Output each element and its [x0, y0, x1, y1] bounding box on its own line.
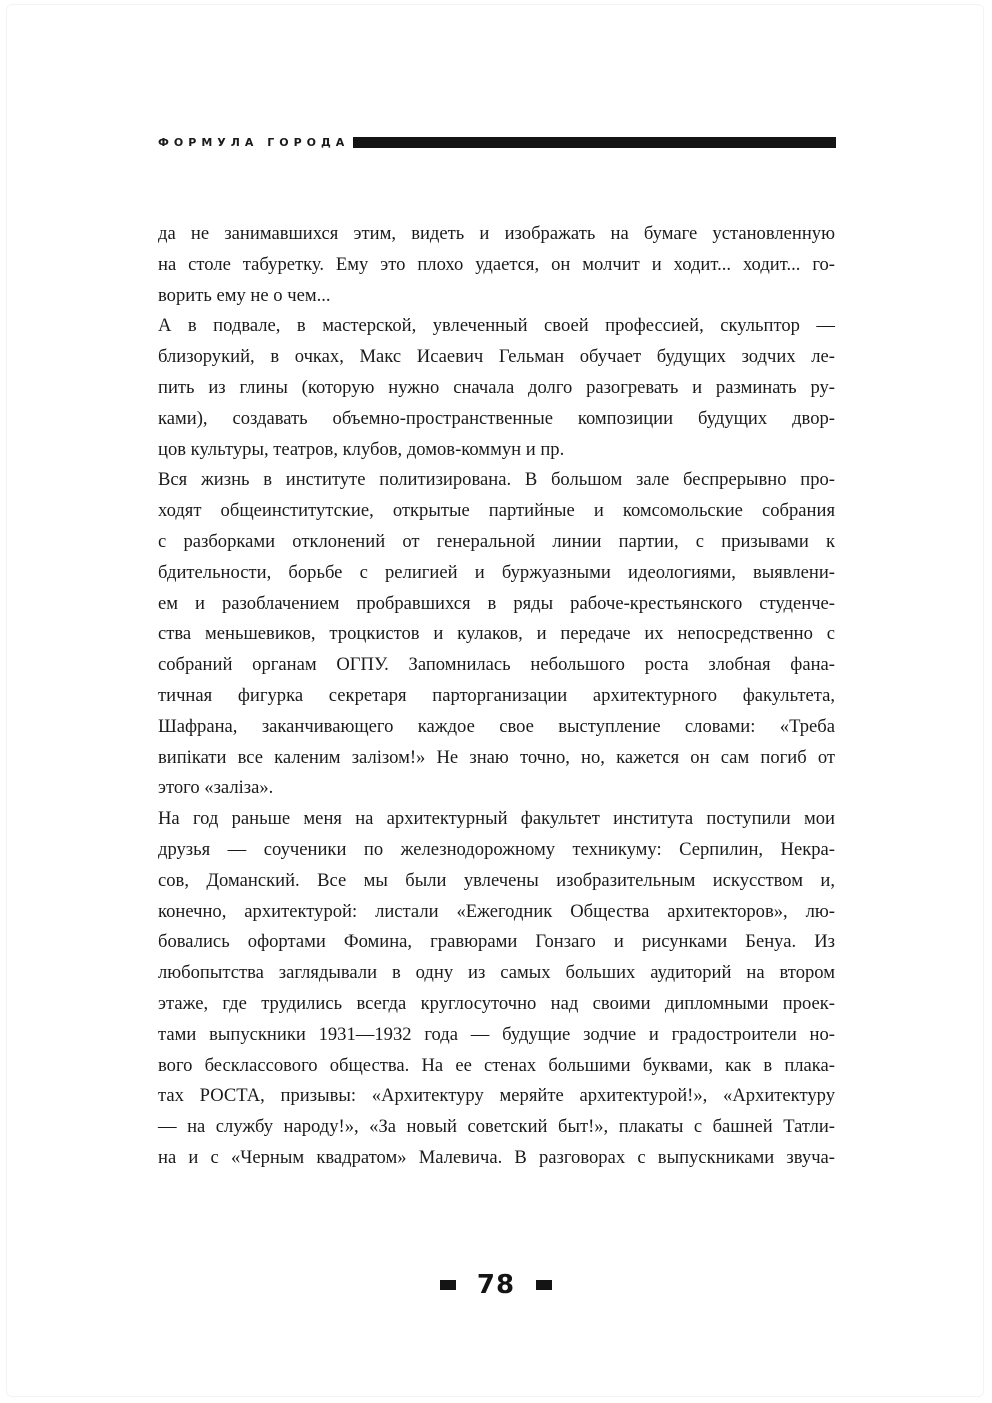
folio-mark-left [440, 1280, 456, 1290]
text-line: с разборками отклонений от генеральной линии партии, с призывами к [158, 530, 835, 552]
text-line: випікати все каленим залізом!» Не знаю точно, но, кажется он сам погиб от [158, 746, 835, 768]
text-line: ворить ему не о чем... [158, 284, 331, 306]
text-line: собраний органам ОГПУ. Запомнилась небольшого роста злобная фана- [158, 654, 835, 676]
text-line: ем и разоблачением пробравшихся в ряды рабоче-крестьянского студенче- [158, 592, 835, 614]
text-line: Шафрана, заканчивающего каждое свое выступление словами: «Треба [158, 715, 835, 737]
text-line: конечно, архитектурой: листали «Ежегодник Общества архитекторов», лю- [158, 900, 835, 922]
text-line: этаже, где трудились всегда круглосуточно над своими дипломными проек- [158, 992, 835, 1014]
text-line: Вся жизнь в институте политизирована. В большом зале беспрерывно про- [158, 469, 835, 491]
text-line: этого «заліза». [158, 777, 274, 799]
text-line: ками), создавать объемно-пространственные композиции будущих двор- [158, 407, 835, 429]
running-title: ФОРМУЛА ГОРОДА [158, 135, 350, 149]
body-text [158, 219, 835, 1174]
text-line: бовались офортами Фомина, гравюрами Гонзаго и рисунками Бенуа. Из [158, 931, 835, 953]
text-line: пить из глины (которую нужно сначала долго разогревать и разминать ру- [158, 376, 835, 398]
text-line: на и с «Черным квадратом» Малевича. В разговорах с выпускниками звуча- [158, 1146, 835, 1168]
header-rule [353, 137, 836, 148]
text-line: на столе табуретку. Ему это плохо удается, он молчит и ходит... ходит... го- [158, 253, 835, 275]
text-line: друзья — соученики по железнодорожному техникуму: Серпилин, Некра- [158, 838, 835, 860]
text-line: бдительности, борьбе с религией и буржуазными идеологиями, выявлени- [158, 561, 835, 583]
text-line: ходят общеинститутские, открытые партийные и комсомольские собрания [158, 500, 835, 522]
text-line: вого бесклассового общества. На ее стенах большими буквами, как в плака- [158, 1054, 835, 1076]
text-line: тах РОСТА, призывы: «Архитектуру меряйте архитектурой!», «Архитектуру [158, 1085, 835, 1107]
folio [440, 1267, 552, 1303]
text-line: На год раньше меня на архитектурный факультет института поступили мои [158, 808, 835, 830]
page-number: 78 [476, 1270, 516, 1300]
text-line: тами выпускники 1931—1932 года — будущие зодчие и градостроители но- [158, 1023, 835, 1045]
text-line: тичная фигурка секретаря парторганизации архитектурного факультета, [158, 684, 835, 706]
text-line: цов культуры, театров, клубов, домов-коммун и пр. [158, 438, 565, 460]
text-line: — на службу народу!», «За новый советский быт!», плакаты с башней Татли- [158, 1116, 835, 1138]
folio-mark-right [536, 1280, 552, 1290]
text-line: ства меньшевиков, троцкистов и кулаков, и передаче их непосредственно с [158, 623, 835, 645]
running-head [158, 131, 836, 153]
text-line: сов, Доманский. Все мы были увлечены изобразительным искусством и, [158, 869, 835, 891]
text-line: А в подвале, в мастерской, увлеченный своей профессией, скульптор — [158, 315, 835, 337]
text-line: близорукий, в очках, Макс Исаевич Гельман обучает будущих зодчих ле- [158, 346, 835, 368]
text-line: да не занимавшихся этим, видеть и изображать на бумаге установленную [158, 223, 835, 244]
text-line: любопытства заглядывали в одну из самых больших аудиторий на втором [158, 962, 835, 984]
